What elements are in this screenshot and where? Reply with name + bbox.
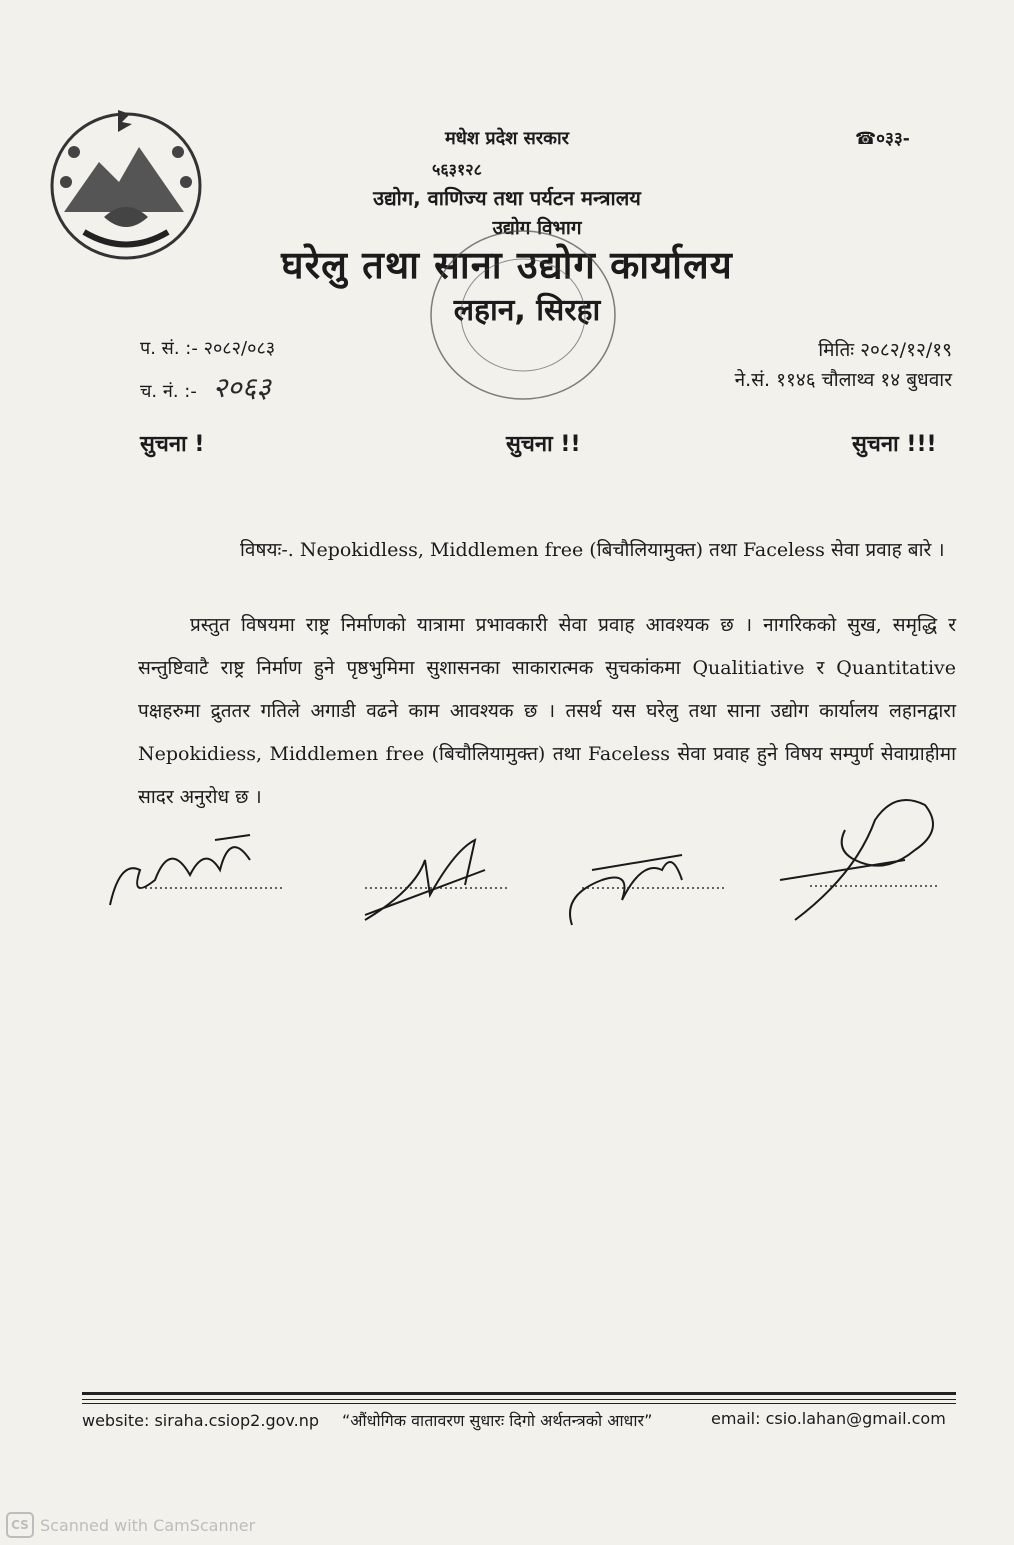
- office-location: लहान, सिरहा: [453, 293, 601, 328]
- footer-website: website: siraha.csiop2.gov.np: [82, 1411, 319, 1430]
- letter-body-text: प्रस्तुत विषयमा राष्ट्र निर्माणको यात्रामा प्रभावकारी सेवा प्रवाह आवश्यक छ । नागरिकको सुख, समृद्धि र सन्तुष्टिवाटै राष्ट्र निर्माण हुने पृष्ठभुमिमा सुशासनका साकारात्मक सुचकांकमा Qualitiative र Quantitative पक्षहरुमा द्रुततर गतिले अगाडी वढने काम आवश्यक छ । तसर्थ यस घरेलु तथा साना उद्योग कार्यालय लहानद्वारा Nepokidiess, Middlemen free (बिचौलियामुक्त) तथा Faceless सेवा प्रवाह हुने विषय सम्पुर्ण सेवाग्राहीमा सादर अनुरोध छ ।: [138, 614, 956, 808]
- nepal-sambat-date: ने.सं. ११४६ चौलाथ्व १४ बुधवार: [734, 369, 952, 391]
- footer-divider: [82, 1399, 956, 1400]
- camscanner-logo-icon: CS: [6, 1512, 34, 1538]
- signature: [775, 780, 950, 929]
- letter-number-label: प. सं. :-: [140, 338, 198, 359]
- dispatch-number-value: २०६३: [212, 371, 271, 404]
- footer-divider: [82, 1392, 956, 1395]
- office-stamp: [418, 215, 628, 415]
- letter-number-value: २०८२/०८३: [203, 338, 276, 359]
- dispatch-number-label: च. नं. :-: [140, 381, 197, 402]
- notice-heading: सुचना !!!: [852, 432, 937, 457]
- signature: [355, 800, 520, 929]
- footer-email: email: csio.lahan@gmail.com: [711, 1409, 946, 1428]
- registration-number: ५६३१२८: [432, 160, 482, 179]
- letter-number: [140, 336, 275, 360]
- date-label: मितिः: [818, 339, 855, 361]
- department-name: उद्योग विभाग: [492, 217, 582, 239]
- notice-heading: सुचना !: [140, 432, 205, 457]
- notice-heading: सुचना !!: [506, 432, 581, 457]
- camscanner-text: Scanned with CamScanner: [40, 1515, 256, 1535]
- signature: [100, 800, 290, 919]
- footer-slogan: “औंधोगिक वातावरण सुधारः दिगो अर्थतन्त्रको आधार”: [342, 1411, 653, 1430]
- letter-subject: विषयः-. Nepokidless, Middlemen free (बिचौलियामुक्त) तथा Faceless सेवा प्रवाह बारे ।: [240, 539, 945, 561]
- date: [818, 336, 952, 362]
- ministry-name: उद्योग, वाणिज्य तथा पर्यटन मन्त्रालय: [373, 186, 641, 210]
- government-name: मधेश प्रदेश सरकार: [444, 128, 570, 149]
- office-title: घरेलु तथा साना उद्योग कार्यालय: [281, 243, 733, 287]
- phone-number: ☎०३३-: [855, 129, 910, 149]
- camscanner-watermark: [6, 1512, 255, 1538]
- date-value: २०८२/१२/१९: [860, 339, 952, 361]
- dispatch-number: [140, 368, 271, 406]
- footer-divider: [82, 1403, 956, 1404]
- signature: [562, 800, 732, 934]
